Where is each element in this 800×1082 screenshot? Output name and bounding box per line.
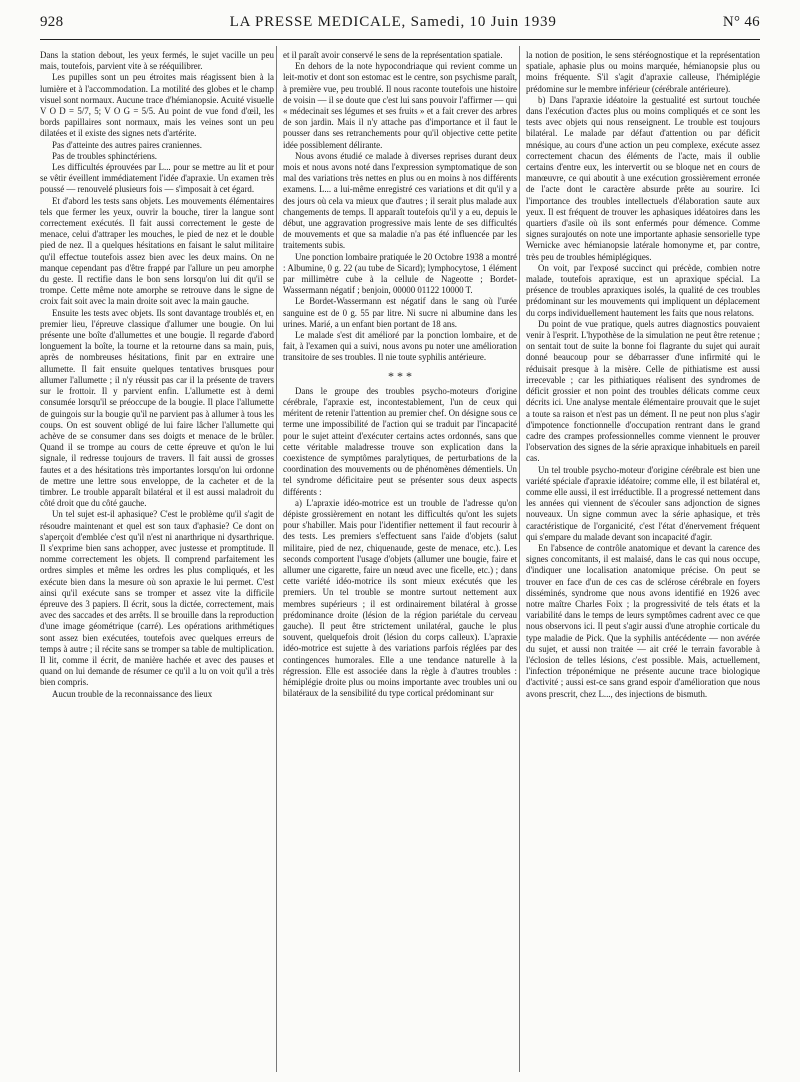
paragraph: En dehors de la note hypocondriaque qui revient comme un leit-motiv et dont son estomac est le centre, son psychisme paraît, à première vue, peu troublé. Il nous raconte toutefois une histoire de voisin — il se doute que c'est lui sans pouvoir l'affirmer — qui « médecinait ses légumes et ses fruits » et a fait crever des arbres de son jardin. Mais il n'y attache pas d'importance et il faut le pousser dans ses retranchements pour qu'il objective cette petite idée possiblement délirante. (283, 61, 517, 150)
paragraph: En l'absence de contrôle anatomique et devant la carence des signes concomitants, il est malaisé, dans le cas qui nous occupe, d'indiquer une localisation anatomique précise. On peut se trouver en face d'un de ces cas de sclérose cérébrale en foyers disséminés, syndrome que nous avons identifié en 1926 avec notre maître Charles Foix ; la progressivité de tels états et la variabilité dans le temps de leurs symptômes cadrent avec ce que nous observons ici. Il peut s'agir aussi d'une atrophie corticale du type maladie de Pick. Que la syphilis antécédente — non avérée du sujet, et aussi non traitée — ait créé le terrain favorable à l'éclosion de telles lésions, c'est possible. Mais, actuellement, l'infection tréponémique ne présente aucune trace biologique d'activité ; aussi est-ce sans grand espoir d'amélioration que nous avons prescrit, chez L..., des injections de bismuth. (526, 542, 760, 699)
page-number: 928 (40, 14, 64, 30)
journal-title: LA PRESSE MEDICALE, Samedi, 10 Juin 1939 (229, 14, 557, 30)
paragraph: Dans la station debout, les yeux fermés, le sujet vacille un peu mais, toutefois, parvient vite à se rééquilibrer. (40, 50, 274, 72)
paragraph: Pas de troubles sphinctériens. (52, 150, 158, 161)
paragraph: Les pupilles sont un peu étroites mais réagissent bien à la lumière et à l'accommodation. La motilité des globes et le champ visuel sont normaux. Aucune trace d'hémianopsie. Acuité visuelle V O D = 5/7, 5; V O G = 5/5. Au point de vue fond d'œil, les bords papillaires sont normaux, mais les veines sont un peu dilatées et il existe des signes nets d'artérite. (40, 72, 274, 139)
paragraph: Nous avons étudié ce malade à diverses reprises durant deux mois et nous avons noté dans l'expression symptomatique de son mal des variations très nettes en plus ou en moins à nos différents examens. L... a lui-même enregistré ces variations et dit qu'il y a des jours où cela va mieux que d'autres ; il serait plus malade aux changements de temps. Il apparaît toutefois qu'il y a eu, depuis le début, une aggravation progressive mais lente de ses difficultés de mouvements et que sa maladie n'a pas été influencée par les traitements subis. (283, 150, 517, 251)
issue-number: N° 46 (722, 14, 760, 30)
paragraph: a) L'apraxie idéo-motrice est un trouble de l'adresse qu'on dépiste grossièrement en notant les difficultés qu'ont les sujets pour s'habiller. Mais pour l'identifier nettement il faut recourir à des tests. Les premiers s'effectuent sans l'aide d'objets (salut militaire, pied de nez, chiquenaude, geste de menace, etc.). Les seconds comportent l'usage d'objets (allumer une bougie, faire et allumer une cigarette, faire un nœud avec une ficelle, etc.) ; dans cette variété idéo-motrice ils sont mieux exécutés que les premiers. Un tel trouble se montre surtout nettement aux membres supérieurs ; il est ordinairement bilatéral à grosse prédominance droite (lésion de la région pariétale du cerveau gauche). Il peut être strictement unilatéral, gauche le plus souvent, quelquefois droit (lésion du corps calleux). L'apraxie idéo-motrice est sujette à des variations parfois réglées par des contingences humorales. Elle a une tendance naturelle à la régression. Elle est associée dans la règle à d'autres troubles : hémiplégie droite plus ou moins importante avec troubles uni ou bilatéraux de la sensibilité du type cortical prédominant sur (283, 497, 517, 699)
column-2 (283, 50, 517, 1072)
column-divider (519, 46, 520, 1072)
paragraph: Une ponction lombaire pratiquée le 20 Octobre 1938 a montré : Albumine, 0 g. 22 (au tube de Sicard); lymphocytose, 1 élément par millimètre cube à la cellule de Nageotte ; Bordet-Wassermann négatif ; benjoin, 00000 01122 10000 T. (283, 251, 517, 296)
paragraph: Dans le groupe des troubles psycho-moteurs d'origine cérébrale, l'apraxie est, incontestablement, l'un de ceux qui méritent de retenir l'attention au premier chef. On désigne sous ce terme une impossibilité de l'action qui se traduit par l'incapacité pour le sujet atteint d'exécuter certains actes ordonnés, sans que cette véritable maladresse trouve son explication dans la coexistence de symptômes paralytiques, de perturbations de la coordination des mouvements ou de phénomènes démentiels. Un tel syndrome déficitaire peut se présenter sous deux aspects différents : (283, 385, 517, 497)
paragraph: Le Bordet-Wassermann est négatif dans le sang où l'urée sanguine est de 0 g. 55 par litre. Ni sucre ni albumine dans les urines. Marié, a un enfant bien portant de 18 ans. (283, 296, 517, 329)
header-rule (40, 39, 760, 40)
paragraph: et il paraît avoir conservé le sens de la représentation spatiale. (283, 50, 503, 60)
paragraph: On voit, par l'exposé succinct qui précède, combien notre malade, toutefois apraxique, est un apraxique spécial. La présence de troubles apraxiques isolés, la qualité de ces troubles prédominant sur les mouvements qui impliquent un déplacement du corps individuellement hautement les faits que nous relatons. (526, 262, 760, 318)
column-3 (526, 50, 760, 1072)
paragraph: la notion de position, le sens stéréognostique et la représentation spatiale, aphasie plus ou moins marquée, hémianopsie plus ou moins fréquente. S'il s'agit d'apraxie calleuse, l'hémiplégie prédomine sur le membre inférieur (cérébrale antérieure). (526, 50, 760, 94)
paragraph: Un tel trouble psycho-moteur d'origine cérébrale est bien une variété spéciale d'apraxie idéatoire; comme elle, il est bilatéral et, comme elle aussi, il est irréductible. Il a progressé nettement dans les années qui viennent de s'écouler sans adjonction de signes nouveaux. Un signe commun avec la série aphasique, et très caractéristique de l'organicité, c'est l'état d'énervement fréquent qui s'empare du malade devant son incapacité d'agir. (526, 464, 760, 542)
paragraph: Un tel sujet est-il aphasique? C'est le problème qu'il s'agit de résoudre maintenant et quel est son taux d'aphasie? Ce dont on s'aperçoit d'emblée c'est qu'il n'est ni anarthrique ni dysarthrique. Il s'exprime bien sans achopper, avec justesse et promptitude. Il nomme correctement les objets. Il comprend parfaitement les ordres simples et même les ordres les plus compliqués, et les exécute bien dans la mesure où son apraxie le lui permet. C'est ainsi qu'il exécute sans se tromper et assez vite la difficile épreuve des 3 papiers. Il écrit, sous la dictée, correctement, mais avec des saccades et des arrêts. Il se brouille dans la reproduction d'une image géométrique (carré). Les opérations arithmétiques sont assez bien exécutées, toutefois avec quelques erreurs de temps à autre ; il récite sans se tromper sa table de multiplication. Il lit, comme il écrit, de manière hachée et avec des pauses et quand on lui demande de résumer ce qu'il a lu on voit qu'il a très bien compris. (40, 509, 274, 688)
section-separator: * * * (388, 368, 412, 383)
paragraph: Et d'abord les tests sans objets. Les mouvements élémentaires tels que fermer les yeux, ouvrir la bouche, tirer la langue sont correctement exécutés. Il fait aussi correctement le geste de menace, celui d'attraper les mouches, le pied de nez et le double pied de nez. Il a quelques hésitations en faisant le salut militaire qu'il effectue toutefois assez bien avec les deux mains. On ne manque cependant pas d'être frappé par l'allure un peu amorphe du geste. Il rectifie dans le bon sens lorsqu'on lui dit qu'il se trompe. Cette même note amorphe se retrouve dans le signe de croix fait soit avec la main droite soit avec la main gauche. (40, 195, 274, 307)
paragraph: Pas d'atteinte des autres paires craniennes. (52, 139, 202, 150)
page-header (40, 14, 760, 38)
paragraph: Ensuite les tests avec objets. Ils sont davantage troublés et, en premier lieu, l'épreuve classique d'allumer une bougie. On lui présente une boîte d'allumettes et une bougie. Il regarde d'abord longuement la boîte, la tourne et la retourne dans sa main, puis, après de nombreuses hésitations, finit par en extraire une allumette. Il fait ensuite quelques tentatives brusques pour allumer l'allumette ; il n'y réussit pas car il la présente de travers sur le frottoir. Il y parvient enfin. L'allumette est à demi consumée lorsqu'il se préoccupe de la bougie. Il place l'allumette de guingois sur la bougie qu'il ne parvient pas à allumer à tous les coups. On est souvent obligé de lui faire lâcher l'allumette qui achève de se consumer dans ses doigts et menace de le brûler. Quand il se trompe au cours de cette épreuve et qu'on le lui signale, il redresse toujours de travers. Il fait aussi de grosses fautes et a des hésitations très importantes lorsqu'on lui ordonne de mettre une lettre sous enveloppe, de la cacheter et de la timbrer. Le trouble apparaît bilatéral et il est aussi maladroit du côté droit que du côté gauche. (40, 307, 274, 509)
paragraph: Le malade s'est dit amélioré par la ponction lombaire, et de fait, à l'examen qui a suivi, nous avons pu noter une amélioration transitoire de ses troubles. Il nie toute syphilis antérieure. (283, 330, 517, 363)
column-divider (276, 46, 277, 1072)
paragraph: Aucun trouble de la reconnaissance des lieux (52, 688, 213, 699)
column-1 (40, 50, 274, 1072)
paragraph: Les difficultés éprouvées par L... pour se mettre au lit et pour se vêtir éveillent immédiatement l'idée d'apraxie. Un examen très poussé — renouvelé plusieurs fois — s'imposait à cet égard. (40, 162, 274, 195)
paragraph: b) Dans l'apraxie idéatoire la gestualité est surtout touchée dans l'exécution d'actes plus ou moins compliqués et ce sont les tests avec objets qui nous renseignent. Le trouble est toujours bilatéral. Le malade par défaut d'attention ou par déficit mnésique, au cours d'une action un peu complexe, exécute assez correctement chacun des éléments de l'acte, mais il oublie certains d'entre eux, les intervertit ou se bloque net en cours de manœuvre, ce qui aboutit à une exécution grossièrement erronée de l'acte dont le caractère absurde prête au sourire. Ici l'importance des troubles intellectuels d'élaboration saute aux yeux. Il est fréquent de trouver les aphasiques idéatoires dans les quartiers d'asile où ils sont enfermés pour démence. Comme signes surajoutés on note une importante aphasie sensorielle type Wernicke avec hémianopsie latérale homonyme et, par contre, très peu de troubles hémiplégiques. (526, 94, 760, 262)
paragraph: Du point de vue pratique, quels autres diagnostics pouvaient venir à l'esprit. L'hypothèse de la simulation ne peut être retenue ; on sentait tout de suite la bonne foi flagrante du sujet qui aurait donné beaucoup pour se débarrasser d'une infirmité qui le réduisait presque à la misère. Celle de pithiatisme est aussi irrecevable ; car les pithiatiques réalisent des syndromes de déficit grossier et non point des troubles délicats comme ceux décrits ici. Une analyse mentale élémentaire prouvait que le sujet a toute sa raison et n'est pas un dément. Il ne peut non plus s'agir d'impotence fonctionnelle d'occupation rentrant dans le grand cadre des crampes professionnelles comme viennent le prouver l'observation des signes de la série apraxique inhabituels en pareil cas. (526, 318, 760, 464)
